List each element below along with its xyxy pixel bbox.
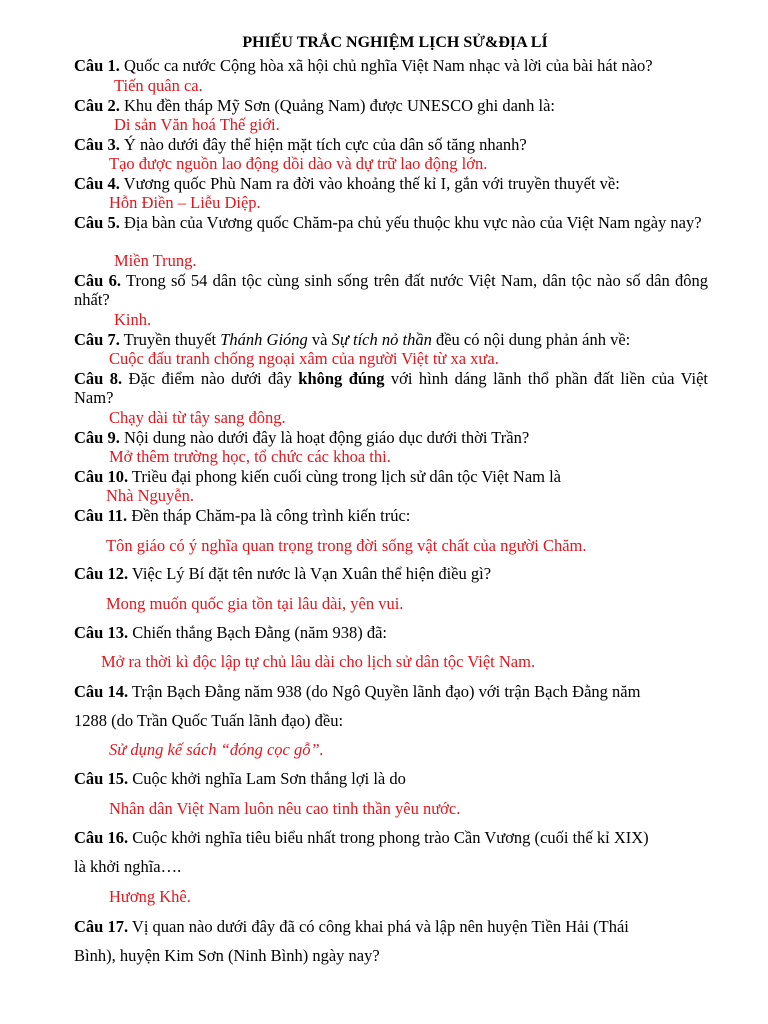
answer-8: Chạy dài từ tây sang đông. (109, 408, 286, 427)
answer-12: Mong muốn quốc gia tồn tại lâu dài, yên vui. (106, 594, 404, 613)
question-number: Câu 16. (74, 828, 129, 847)
question-number: Câu 11. (74, 506, 128, 525)
question-number: Câu 2. (74, 96, 120, 115)
question-15 (74, 769, 708, 788)
question-number: Câu 15. (74, 769, 129, 788)
story-title-no-than: Sự tích nỏ thần (331, 330, 432, 349)
question-text: Cuộc khởi nghĩa Lam Sơn thắng lợi là do (132, 769, 406, 788)
page-title: PHIẾU TRẮC NGHIỆM LỊCH SỬ&ĐỊA LÍ (242, 34, 548, 51)
question-text: Vương quốc Phù Nam ra đời vào khoảng thế kỉ I, gắn với truyền thuyết về: (123, 174, 620, 193)
question-4 (74, 174, 708, 193)
question-17 (74, 917, 708, 936)
question-17-continued: Bình), huyện Kim Sơn (Ninh Bình) ngày nay? (74, 946, 380, 965)
answer-2: Di sản Văn hoá Thế giới. (114, 115, 280, 134)
question-number: Câu 10. (74, 467, 129, 486)
question-number: Câu 14. (74, 682, 129, 701)
question-12 (74, 564, 708, 583)
question-text: Cuộc khởi nghĩa tiêu biểu nhất trong phong trào Cần Vương (cuối thế kỉ XIX) (132, 828, 649, 847)
question-14 (74, 682, 708, 701)
question-text: Quốc ca nước Cộng hòa xã hội chủ nghĩa Việt Nam nhạc và lời của bài hát nào? (123, 56, 653, 75)
question-text: Triều đại phong kiến cuối cùng trong lịch sử dân tộc Việt Nam là (131, 467, 562, 486)
question-16 (74, 828, 708, 847)
question-number: Câu 9. (74, 428, 120, 447)
question-1 (74, 56, 708, 75)
question-number: Câu 4. (74, 174, 120, 193)
question-3 (74, 135, 708, 154)
answer-15: Nhân dân Việt Nam luôn nêu cao tinh thần yêu nước. (109, 799, 461, 818)
answer-7: Cuộc đấu tranh chống ngoại xâm của người Việt từ xa xưa. (109, 349, 499, 368)
answer-16: Hương Khê. (109, 887, 191, 906)
answer-11: Tôn giáo có ý nghĩa quan trọng trong đời sống vật chất của người Chăm. (106, 536, 587, 555)
answer-6: Kinh. (114, 310, 152, 329)
story-title-thanh-giong: Thánh Gióng (220, 330, 308, 349)
answer-4: Hỗn Điền – Liễu Diệp. (109, 193, 261, 212)
question-text: Truyền thuyết Thánh Gióng và Sự tích nỏ thần đều có nội dung phản ánh về: (123, 330, 631, 349)
answer-9: Mở thêm trường học, tổ chức các khoa thi. (109, 447, 391, 466)
question-2 (74, 96, 708, 115)
question-text: Trận Bạch Đằng năm 938 (do Ngô Quyền lãnh đạo) với trận Bạch Đằng năm (131, 682, 641, 701)
question-text: Ý nào dưới đây thể hiện mặt tích cực của dân số tăng nhanh? (123, 135, 527, 154)
answer-13: Mở ra thời kì độc lập tự chủ lâu dài cho lịch sử dân tộc Việt Nam. (101, 652, 536, 671)
question-14-continued: 1288 (do Trần Quốc Tuấn lãnh đạo) đều: (74, 711, 344, 730)
question-10 (74, 467, 708, 486)
question-number: Câu 13. (74, 623, 129, 642)
question-text: Vị quan nào dưới đây đã có công khai phá và lập nên huyện Tiền Hải (Thái (131, 917, 629, 936)
question-text: Chiến thắng Bạch Đằng (năm 938) đã: (132, 623, 387, 642)
question-number: Câu 8. (74, 369, 123, 388)
answer-14: Sử dụng kế sách “đóng cọc gỗ”. (109, 740, 324, 759)
question-text: Địa bàn của Vương quốc Chăm-pa chủ yếu thuộc khu vực nào của Việt Nam ngày nay? (123, 213, 702, 232)
question-number: Câu 7. (74, 330, 120, 349)
question-7 (74, 330, 708, 349)
question-number: Câu 6. (74, 271, 121, 290)
question-13 (74, 623, 708, 642)
question-number: Câu 1. (74, 56, 120, 75)
answer-10: Nhà Nguyễn. (106, 486, 194, 505)
question-9 (74, 428, 708, 447)
question-text: Đền tháp Chăm-pa là công trình kiến trúc: (131, 506, 411, 525)
answer-5: Miền Trung. (114, 251, 197, 270)
question-text: Khu đền tháp Mỹ Sơn (Quảng Nam) được UNESCO ghi danh là: (123, 96, 556, 115)
question-text: Nội dung nào dưới đây là hoạt động giáo dục dưới thời Trần? (123, 428, 530, 447)
question-number: Câu 17. (74, 917, 129, 936)
question-6 (74, 271, 708, 309)
question-text: Trong số 54 dân tộc cùng sinh sống trên đất nước Việt Nam, dân tộc nào số dân đông nhất? (74, 271, 708, 309)
question-number: Câu 5. (74, 213, 120, 232)
question-16-continued: là khởi nghĩa…. (74, 857, 182, 876)
question-8 (74, 369, 708, 407)
question-text: Đặc điểm nào dưới đây không đúng với hình dáng lãnh thổ phần đất liền của Việt Nam? (74, 369, 708, 407)
question-text: Việc Lý Bí đặt tên nước là Vạn Xuân thể hiện điều gì? (131, 564, 492, 583)
question-number: Câu 12. (74, 564, 129, 583)
emphasis-text: không đúng (298, 369, 385, 388)
question-number: Câu 3. (74, 135, 120, 154)
answer-1: Tiến quân ca. (114, 76, 203, 95)
answer-3: Tạo được nguồn lao động dồi dào và dự trữ lao động lớn. (109, 154, 488, 173)
question-5 (74, 213, 708, 232)
question-11 (74, 506, 708, 525)
